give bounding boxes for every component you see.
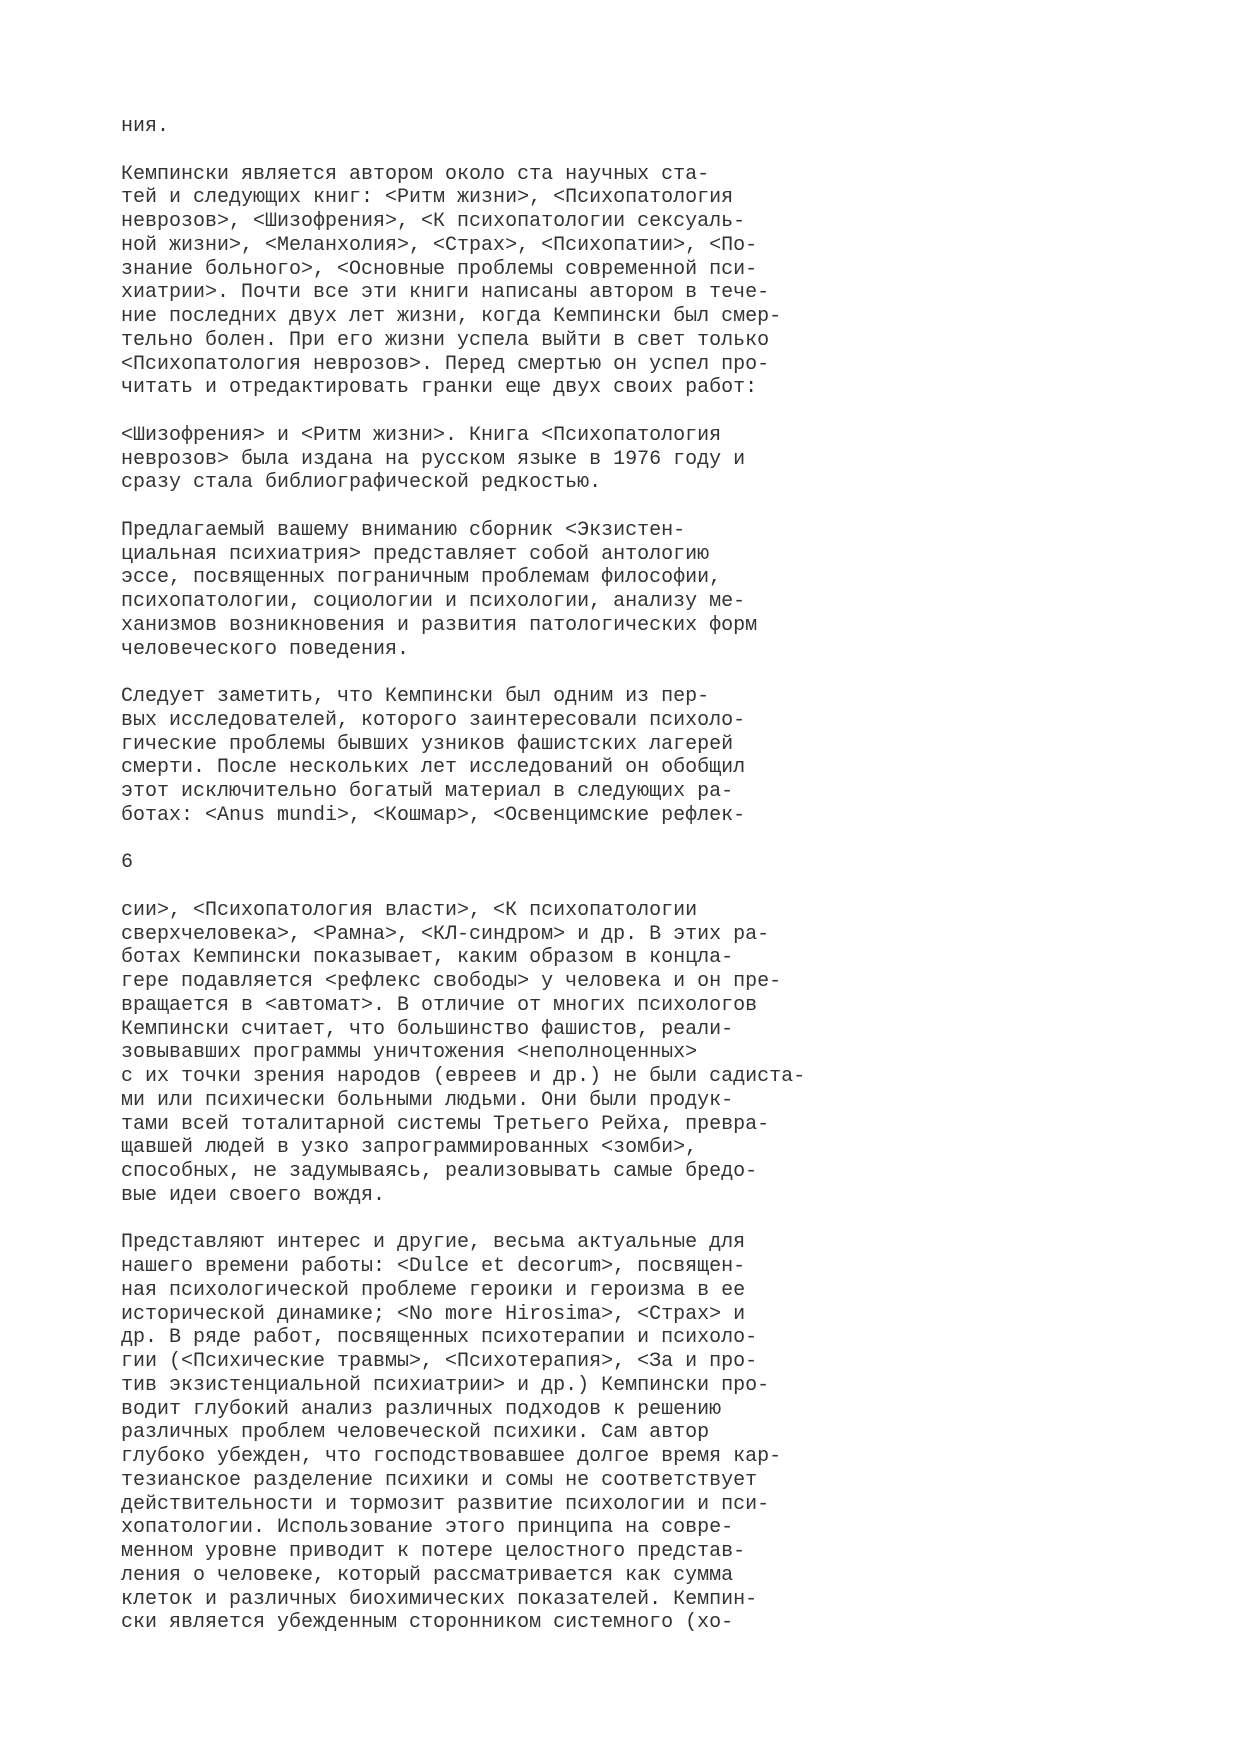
text-line: ления о человеке, который рассматривается как сумма <box>121 1563 734 1587</box>
paragraph <box>121 115 1121 139</box>
text-line: с их точки зрения народов (евреев и др.) не были садиста- <box>121 1065 806 1088</box>
text-line: тезианское разделение психики и сомы не соответствует <box>121 1468 758 1492</box>
text-line: неврозов>, <Шизофрения>, <К психопатологии сексуаль- <box>121 210 746 233</box>
text-line: ботах Кемпински показывает, каким образом в концла- <box>121 946 734 970</box>
document-text-column <box>121 115 1121 1659</box>
text-line: хопатологии. Использование этого принципа на совре- <box>121 1516 734 1540</box>
text-line: менном уровне приводит к потере целостного представ- <box>121 1540 746 1563</box>
page-number: 6 <box>121 851 134 875</box>
text-line: ски является убежденным сторонником системного (хо- <box>121 1611 734 1635</box>
text-line: ния. <box>121 115 170 138</box>
text-line: смерти. После нескольких лет исследований он обобщил <box>121 756 746 780</box>
text-line: вые идеи своего вождя. <box>121 1183 386 1207</box>
text-line: сразу стала библиографической редкостью. <box>121 471 602 495</box>
text-line: зовывавших программы уничтожения <неполноценных> <box>121 1041 698 1065</box>
paragraph <box>121 519 1121 662</box>
text-line: психопатологии, социологии и психологии, анализу ме- <box>121 590 746 613</box>
text-line: щавшей людей в узко запрограммированных <зомби>, <box>121 1136 698 1160</box>
text-line: ние последних двух лет жизни, когда Кемпински был смер- <box>121 305 782 328</box>
text-line: тив экзистенциальной психиатрии> и др.) Кемпински про- <box>121 1373 770 1397</box>
paragraph <box>121 163 1121 401</box>
text-line: др. В ряде работ, посвященных психотерапии и психоло- <box>121 1326 758 1350</box>
text-line: сии>, <Психопатология власти>, <К психопатологии <box>121 898 698 922</box>
text-line: тами всей тоталитарной системы Третьего Рейха, превра- <box>121 1112 770 1136</box>
text-line: вых исследователей, которого заинтересовали психоло- <box>121 708 746 732</box>
text-line: знание больного>, <Основные проблемы современной пси- <box>121 257 758 281</box>
text-line: этот исключительно богатый материал в следующих ра- <box>121 780 734 803</box>
paragraph <box>121 685 1121 828</box>
text-line: человеческого поведения. <box>121 637 410 661</box>
text-line: читать и отредактировать гранки еще двух своих работ: <box>121 376 758 400</box>
text-line: тельно болен. При его жизни успела выйти в свет только <box>121 328 770 352</box>
text-line: хиатрии>. Почти все эти книги написаны автором в тече- <box>121 281 770 305</box>
text-line: Следует заметить, что Кемпински был одним из пер- <box>121 685 710 708</box>
text-line: ной жизни>, <Меланхолия>, <Страх>, <Психопатии>, <По- <box>121 233 758 257</box>
text-line: Представляют интерес и другие, весьма актуальные для <box>121 1231 746 1255</box>
paragraph <box>121 424 1121 495</box>
text-line: Предлагаемый вашему вниманию сборник <Экзистен- <box>121 518 686 542</box>
text-line: действительности и тормозит развитие психологии и пси- <box>121 1492 770 1516</box>
text-line: <Психопатология неврозов>. Перед смертью он успел про- <box>121 352 770 376</box>
text-line: способных, не задумываясь, реализовывать самые бредо- <box>121 1160 758 1183</box>
text-line: сверхчеловека>, <Рамна>, <КЛ-синдром> и др. В этих ра- <box>121 922 770 946</box>
paragraph <box>121 899 1121 1208</box>
text-line: Кемпински считает, что большинство фашистов, реали- <box>121 1017 734 1041</box>
text-line: нашего времени работы: <Dulce et decorum>, посвящен- <box>121 1255 746 1278</box>
text-line: глубоко убежден, что господствовавшее долгое время кар- <box>121 1445 782 1468</box>
text-line: циальная психиатрия> представляет собой антологию <box>121 542 710 566</box>
text-line: исторической динамике; <No more Hirosima>, <Страх> и <box>121 1302 746 1326</box>
text-line: вращается в <автомат>. В отличие от многих психологов <box>121 993 758 1017</box>
text-line: ханизмов возникновения и развития патологических форм <box>121 613 758 637</box>
text-line: ботах: <Anus mundi>, <Кошмар>, <Освенцимские рефлек- <box>121 803 746 827</box>
text-line: тей и следующих книг: <Ритм жизни>, <Психопатология <box>121 186 734 210</box>
text-line: <Шизофрения> и <Ритм жизни>. Книга <Психопатология <box>121 423 722 447</box>
text-line: различных проблем человеческой психики. Сам автор <box>121 1421 710 1445</box>
text-line: ми или психически больными людьми. Они были продук- <box>121 1088 734 1112</box>
text-line: ная психологической проблеме героики и героизма в ее <box>121 1278 746 1302</box>
paragraph <box>121 1231 1121 1635</box>
text-line: гии (<Психические травмы>, <Психотерапия>, <За и про- <box>121 1350 758 1373</box>
text-line: водит глубокий анализ различных подходов к решению <box>121 1397 722 1421</box>
text-line: гические проблемы бывших узников фашистских лагерей <box>121 732 734 756</box>
text-line: гере подавляется <рефлекс свободы> у человека и он пре- <box>121 970 782 993</box>
text-line: неврозов> была издана на русском языке в 1976 году и <box>121 447 746 471</box>
text-line: Кемпински является автором около ста научных ста- <box>121 162 710 186</box>
text-line: эссе, посвященных пограничным проблемам философии, <box>121 566 722 590</box>
text-line: клеток и различных биохимических показателей. Кемпин- <box>121 1587 758 1611</box>
